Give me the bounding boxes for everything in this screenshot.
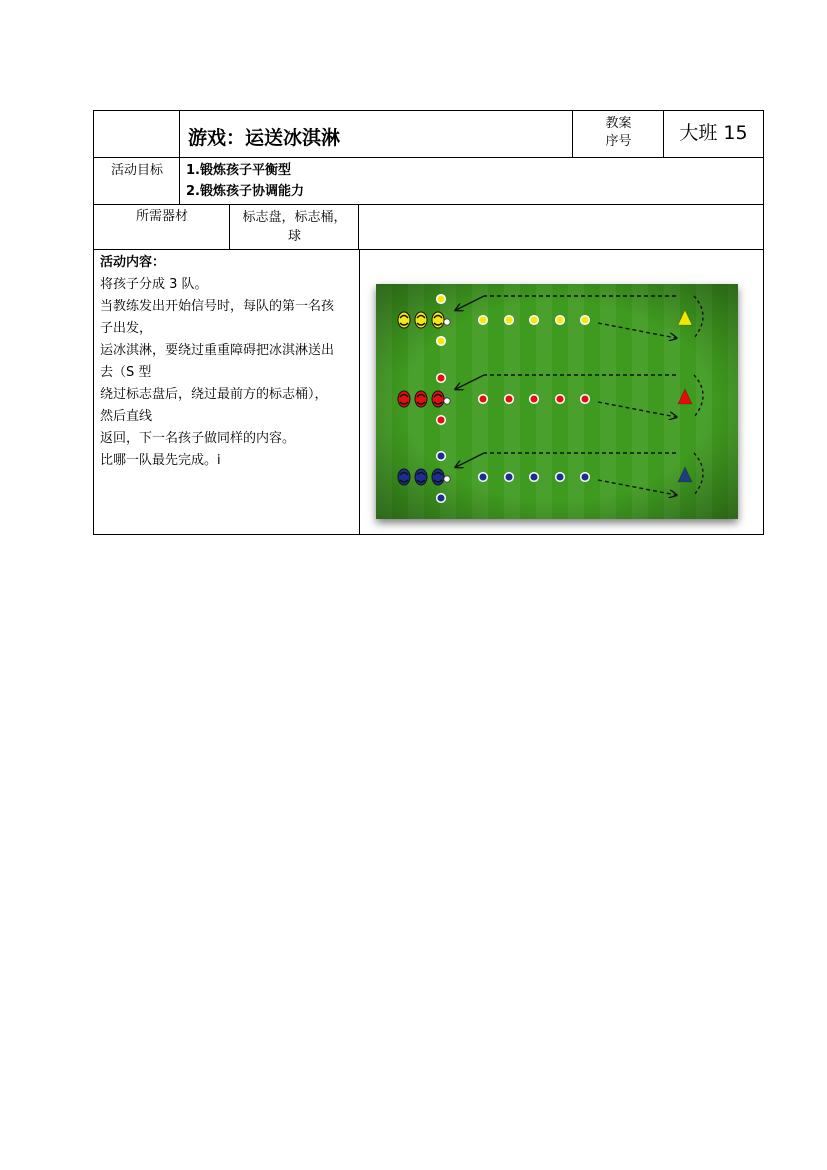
marker-disc	[505, 473, 514, 482]
marker-disc	[581, 473, 590, 482]
activity-cell	[93, 249, 361, 535]
start-disc	[437, 416, 446, 425]
player-figure	[415, 469, 427, 485]
start-disc	[437, 295, 446, 304]
diagram-cell	[359, 249, 764, 535]
game-title: 游戏：运送冰淇淋	[188, 127, 341, 149]
ball	[444, 476, 450, 482]
marker-disc	[530, 395, 539, 404]
equipment-value-line1: 标志盘，标志桶，	[242, 210, 347, 225]
title-cell	[179, 110, 574, 159]
start-disc	[437, 337, 446, 346]
plan-label-line2: 序号	[605, 134, 632, 149]
equipment-value-cell	[229, 204, 360, 251]
player-figure	[415, 391, 427, 407]
marker-disc	[556, 316, 565, 325]
equipment-value-line2: 球	[287, 229, 301, 244]
marker-disc	[505, 395, 514, 404]
marker-disc	[530, 316, 539, 325]
start-disc	[437, 452, 446, 461]
marker-disc	[479, 316, 488, 325]
goal-cell	[179, 157, 764, 206]
plan-number: 大班 15	[679, 122, 748, 144]
ball	[444, 319, 450, 325]
player-figure	[432, 391, 444, 407]
drill-diagram	[376, 284, 738, 519]
start-disc	[437, 494, 446, 503]
player-figure	[398, 391, 410, 407]
activity-line: 返回，下一名孩子做同样的内容。	[100, 431, 296, 446]
equipment-label: 所需器材	[135, 209, 188, 224]
marker-disc	[479, 395, 488, 404]
player-figure	[398, 312, 410, 328]
activity-heading: 活动内容：	[100, 255, 166, 270]
goal-item-2: 2.锻炼孩子协调能力	[186, 184, 304, 199]
start-disc	[437, 374, 446, 383]
marker-disc	[581, 395, 590, 404]
lesson-table	[93, 110, 764, 535]
activity-line: 比哪一队最先完成。i	[100, 453, 221, 468]
activity-line: 去（S 型	[100, 365, 152, 380]
blank-header-cell	[93, 110, 181, 159]
activity-line: 然后直线	[100, 409, 153, 424]
goal-item-1: 1.锻炼孩子平衡型	[186, 163, 291, 178]
activity-line: 子出发，	[100, 321, 153, 336]
activity-line: 当教练发出开始信号时，每队的第一名孩	[100, 299, 335, 314]
marker-disc	[581, 316, 590, 325]
plan-label-line1: 教案	[605, 116, 632, 131]
marker-disc	[556, 473, 565, 482]
marker-disc	[530, 473, 539, 482]
equipment-blank-cell	[358, 204, 764, 251]
plan-number-cell	[663, 110, 764, 159]
player-figure	[432, 312, 444, 328]
player-figure	[398, 469, 410, 485]
activity-line: 将孩子分成 3 队。	[100, 277, 208, 292]
marker-disc	[479, 473, 488, 482]
equipment-label-cell	[93, 204, 231, 251]
activity-line: 运冰淇淋，要绕过重重障碍把冰淇淋送出	[100, 343, 335, 358]
ball	[444, 398, 450, 404]
goal-label: 活动目标	[110, 163, 163, 178]
goal-label-cell	[93, 157, 181, 206]
player-figure	[432, 469, 444, 485]
marker-disc	[505, 316, 514, 325]
plan-label-cell	[572, 110, 665, 159]
marker-disc	[556, 395, 565, 404]
activity-line: 绕过标志盘后，绕过最前方的标志桶），	[100, 387, 328, 402]
player-figure	[415, 312, 427, 328]
